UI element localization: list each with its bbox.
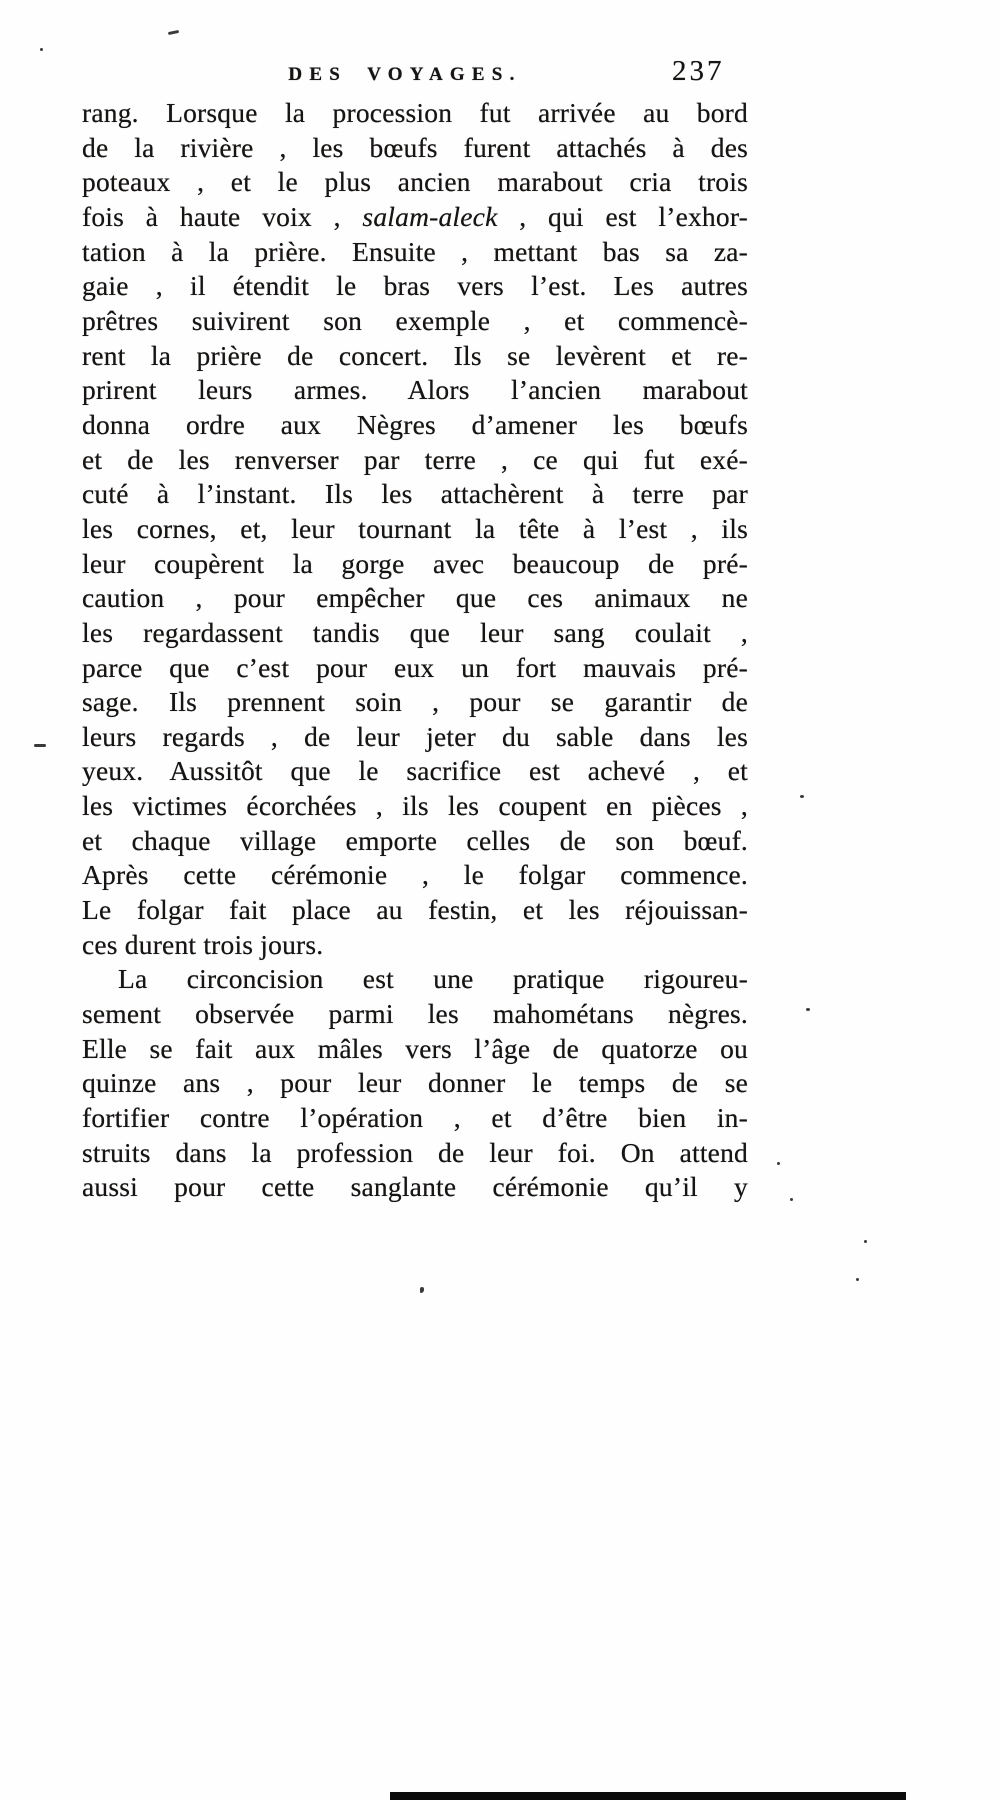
text-line: quinze ans , pour leur donner le temps de se — [82, 1067, 748, 1099]
page-number: 237 — [672, 55, 725, 87]
text-line: poteaux , et le plus ancien marabout cria trois — [82, 166, 748, 198]
text-line: cuté à l’instant. Ils les attachèrent à terre par — [82, 478, 748, 510]
text-line: fois à haute voix , salam-aleck , qui est l’exhor- — [82, 200, 748, 232]
scan-speck — [168, 30, 179, 35]
text-line: rang. Lorsque la procession fut arrivée au bord — [82, 97, 748, 128]
running-title: DES VOYAGES. — [288, 64, 522, 85]
text-line: aussi pour cette sanglante cérémonie qu’il y — [82, 1171, 748, 1203]
scan-speck — [40, 48, 43, 51]
text-line: tation à la prière. Ensuite , mettant bas sa za- — [82, 235, 748, 267]
text-line: fortifier contre l’opération , et d’être bien in- — [82, 1102, 748, 1134]
text-line: de la rivière , les bœufs furent attachés à des — [82, 131, 748, 163]
scan-speck — [800, 795, 804, 798]
text-line: les victimes écorchées , ils les coupent en pièces , — [82, 790, 748, 822]
scan-speck — [864, 1240, 867, 1243]
scan-speck — [856, 1278, 859, 1281]
scan-speck — [806, 1008, 810, 1011]
text-line: prêtres suivirent son exemple , et commencè- — [82, 304, 748, 336]
text-line: yeux. Aussitôt que le sacrifice est achevé , et — [82, 755, 748, 787]
text-line: Le folgar fait place au festin, et les réjouissan- — [82, 894, 748, 926]
text-line: leurs regards , de leur jeter du sable dans les — [82, 720, 748, 752]
text-line: et chaque village emporte celles de son bœuf. — [82, 824, 748, 856]
text-line: donna ordre aux Nègres d’amener les bœufs — [82, 408, 748, 440]
text-line: les regardassent tandis que leur sang coulait , — [82, 616, 748, 648]
text-line: sement observée parmi les mahométans nègres. — [82, 998, 748, 1030]
text-line: rent la prière de concert. Ils se levèrent et re- — [82, 339, 748, 371]
scan-speck — [420, 1287, 424, 1293]
text-line: et de les renverser par terre , ce qui fut exé- — [82, 443, 748, 475]
text-line: prirent leurs armes. Alors l’ancien marabout — [82, 374, 748, 406]
text-block — [82, 96, 748, 1205]
text-line: les cornes, et, leur tournant la tête à l’est , ils — [82, 512, 748, 544]
text-line: leur coupèrent la gorge avec beaucoup de pré- — [82, 547, 748, 579]
text-line: Après cette cérémonie , le folgar commence. — [82, 859, 748, 891]
text-line: sage. Ils prennent soin , pour se garantir de — [82, 686, 748, 718]
text-line: La circoncision est une pratique rigoureu- — [118, 963, 748, 995]
scan-speck — [790, 1198, 793, 1201]
scan-speck — [34, 744, 46, 747]
text-line: gaie , il étendit le bras vers l’est. Les autres — [82, 270, 748, 302]
text-line: ces durent trois jours. — [82, 928, 324, 960]
text-line: caution , pour empêcher que ces animaux ne — [82, 582, 748, 614]
text-line: struits dans la profession de leur foi. On attend — [82, 1136, 748, 1168]
scan-artifact-strip — [390, 1792, 906, 1800]
text-line: Elle se fait aux mâles vers l’âge de quatorze ou — [82, 1032, 748, 1064]
text-line: parce que c’est pour eux un fort mauvais pré- — [82, 651, 748, 683]
scan-speck — [777, 1162, 780, 1165]
